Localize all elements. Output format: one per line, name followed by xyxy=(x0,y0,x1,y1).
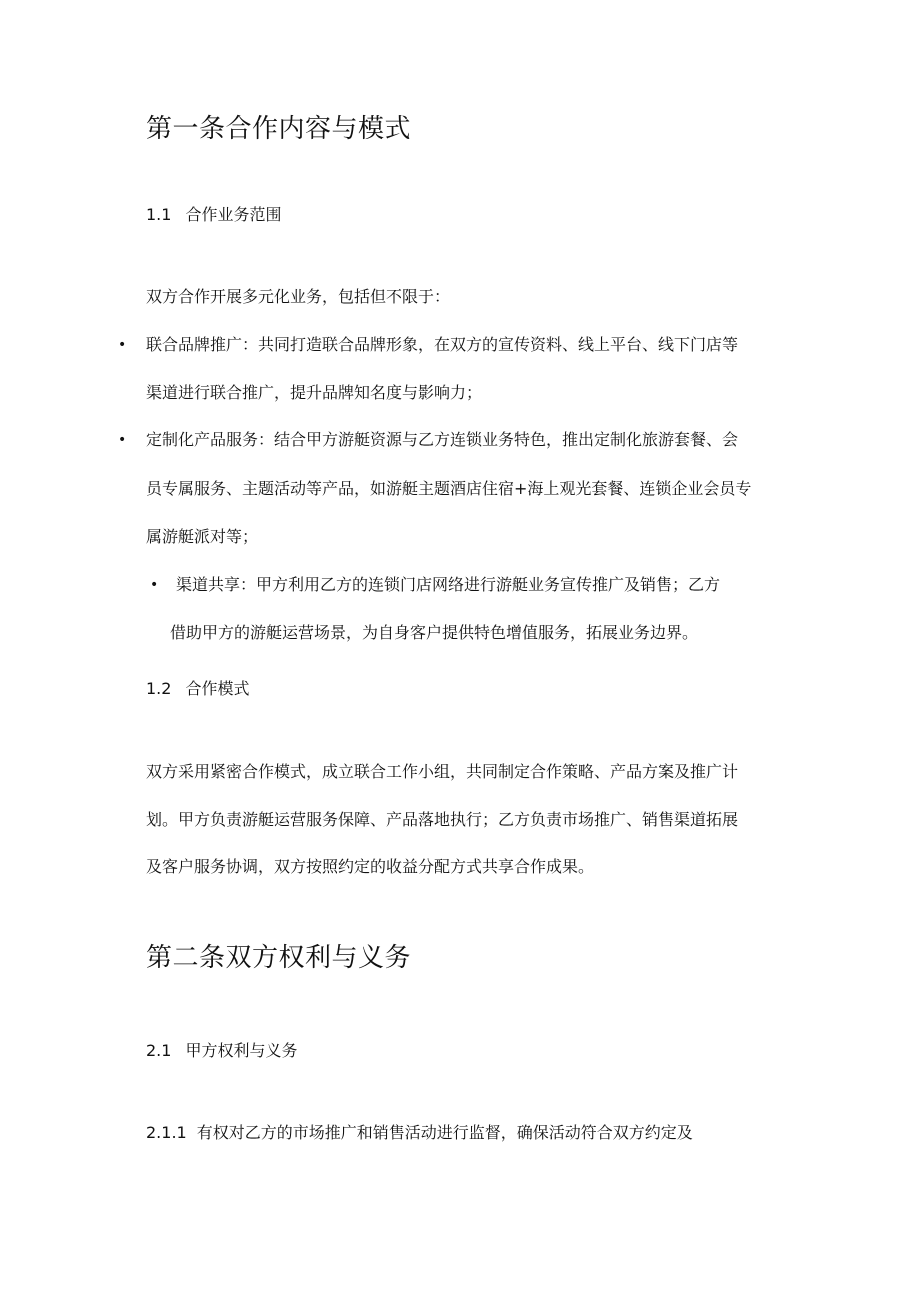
subsection-2-1-title: 甲方权利与义务 xyxy=(185,1041,298,1060)
subsection-2-1-number: 2.1 xyxy=(146,1041,172,1060)
subsection-1-2-line-2: 划。甲方负责游艇运营服务保障、产品落地执行；乙方负责市场推广、销售渠道拓展 xyxy=(146,810,739,829)
bullet-3-line-1: 渠道共享：甲方利用乙方的连锁门店网络进行游艇业务宣传推广及销售；乙方 xyxy=(176,575,721,594)
section-1-title: 第一条合作内容与模式 xyxy=(146,114,412,144)
bullet-3-line-2: 借助甲方的游艇运营场景，为自身客户提供特色增值服务，拓展业务边界。 xyxy=(170,623,699,642)
section-2-title: 第二条双方权利与义务 xyxy=(146,943,412,973)
bullet-2-line-1: 定制化产品服务：结合甲方游艇资源与乙方连锁业务特色，推出定制化旅游套餐、会 xyxy=(146,430,739,449)
bullet-dot-icon: • xyxy=(118,337,127,353)
bullet-dot-icon: • xyxy=(150,577,159,593)
subsection-1-1-heading xyxy=(146,205,281,225)
subsection-1-2-heading xyxy=(146,679,249,699)
clause-2-1-1-text: 有权对乙方的市场推广和销售活动进行监督，确保活动符合双方约定及 xyxy=(196,1123,693,1142)
bullet-2-line-3: 属游艇派对等； xyxy=(146,527,259,546)
clause-2-1-1-number: 2.1.1 xyxy=(146,1123,187,1142)
bullet-dot-icon: • xyxy=(118,432,127,448)
subsection-1-2-number: 1.2 xyxy=(146,679,172,698)
subsection-1-2-line-3: 及客户服务协调，双方按照约定的收益分配方式共享合作成果。 xyxy=(146,857,595,876)
subsection-1-2-line-1: 双方采用紧密合作模式，成立联合工作小组，共同制定合作策略、产品方案及推广计 xyxy=(146,762,739,781)
subsection-1-2-title: 合作模式 xyxy=(185,679,250,698)
bullet-1-line-1: 联合品牌推广：共同打造联合品牌形象，在双方的宣传资料、线上平台、线下门店等 xyxy=(146,335,739,354)
bullet-1-line-2: 渠道进行联合推广，提升品牌知名度与影响力； xyxy=(146,383,483,402)
subsection-1-1-title: 合作业务范围 xyxy=(185,205,282,224)
clause-2-1-1 xyxy=(146,1123,693,1143)
bullet-2-line-2: 员专属服务、主题活动等产品，如游艇主题酒店住宿+海上观光套餐、连锁企业会员专 xyxy=(146,479,752,498)
subsection-1-1-number: 1.1 xyxy=(146,205,172,224)
subsection-2-1-heading xyxy=(146,1041,297,1061)
subsection-1-1-intro: 双方合作开展多元化业务，包括但不限于： xyxy=(146,287,451,306)
